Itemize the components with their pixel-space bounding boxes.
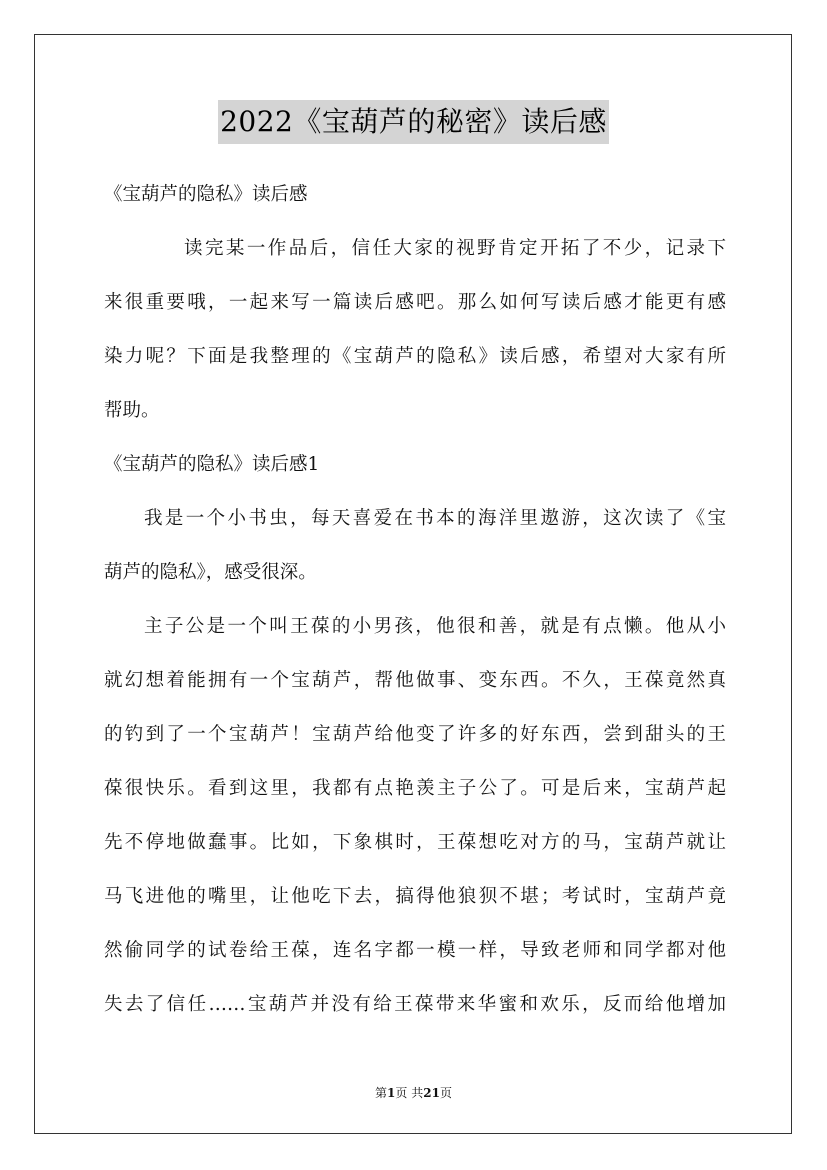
text-line: 读完某一作品后，信任大家的视野肯定开拓了不少，记录下 bbox=[184, 238, 726, 259]
footer-page-total: 21 bbox=[423, 1086, 440, 1100]
text-line: 就幻想着能拥有一个宝葫芦，帮他做事、变东西。不久，王葆竟然真 bbox=[104, 670, 726, 691]
text-line: 的钓到了一个宝葫芦！宝葫芦给他变了许多的好东西，尝到甜头的王 bbox=[104, 724, 726, 745]
text-line: 染力呢？下面是我整理的《宝葫芦的隐私》读后感，希望对大家有所 bbox=[104, 346, 726, 367]
text-line: 葆很快乐。看到这里，我都有点艳羡主子公了。可是后来，宝葫芦起 bbox=[104, 778, 726, 799]
document-body bbox=[104, 168, 726, 1032]
footer-prefix: 第 bbox=[375, 1086, 388, 1100]
footer-suffix: 页 bbox=[439, 1086, 452, 1100]
text-line: 马飞进他的嘴里，让他吃下去，搞得他狼狈不堪；考试时，宝葫芦竟 bbox=[104, 886, 726, 907]
document-title: 2022《宝葫芦的秘密》读后感 bbox=[218, 100, 609, 144]
page-footer bbox=[0, 1084, 827, 1101]
footer-mid: 页 共 bbox=[395, 1086, 424, 1100]
text-line: 帮助。 bbox=[104, 400, 160, 421]
title-wrap bbox=[0, 100, 827, 144]
text-line: 失去了信任……宝葫芦并没有给王葆带来华蜜和欢乐，反而给他增加 bbox=[104, 994, 726, 1015]
text-line: 葫芦的隐私》，感受很深。 bbox=[104, 562, 317, 583]
text-line: 《宝葫芦的隐私》读后感1 bbox=[104, 454, 320, 475]
text-line: 主子公是一个叫王葆的小男孩，他很和善，就是有点懒。他从小 bbox=[144, 616, 726, 637]
text-line: 然偷同学的试卷给王葆，连名字都一模一样，导致老师和同学都对他 bbox=[104, 940, 726, 961]
text-line: 《宝葫芦的隐私》读后感 bbox=[104, 184, 308, 205]
text-line: 我是一个小书虫，每天喜爱在书本的海洋里遨游，这次读了《宝 bbox=[144, 508, 726, 529]
text-line: 来很重要哦，一起来写一篇读后感吧。那么如何写读后感才能更有感 bbox=[104, 292, 726, 313]
text-line: 先不停地做蠢事。比如，下象棋时，王葆想吃对方的马，宝葫芦就让 bbox=[104, 832, 726, 853]
footer-page-current: 1 bbox=[387, 1086, 396, 1100]
